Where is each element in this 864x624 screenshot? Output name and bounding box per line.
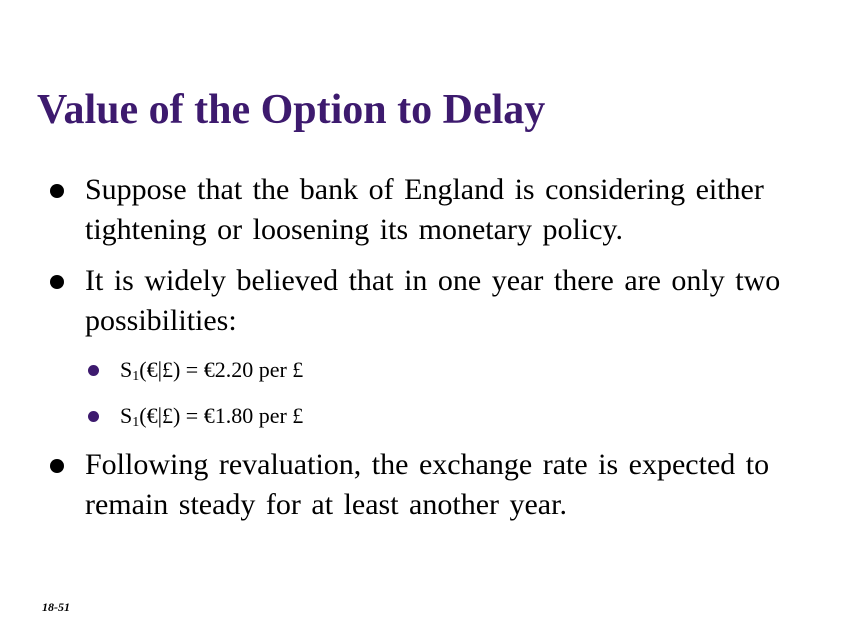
spot-rate-subscript: 1 [132, 369, 140, 384]
spot-rate-value: (€|£) = €1.80 per £ [139, 403, 304, 428]
bullet-text: It is widely believed that in one year there are only two possibilities: [85, 264, 781, 337]
sub-bullet-icon [88, 411, 99, 422]
sub-bullet-text [120, 357, 303, 383]
spot-rate-value: (€|£) = €2.20 per £ [139, 357, 304, 382]
bullet-icon [50, 184, 64, 198]
sub-bullet-icon [88, 365, 99, 376]
bullet-icon [50, 459, 64, 473]
slide-title: Value of the Option to Delay [37, 87, 546, 133]
bullet-text: Following revaluation, the exchange rate is expected to remain steady for at least another year. [85, 448, 770, 521]
sub-bullet-text [120, 403, 303, 429]
bullet-text: Suppose that the bank of England is considering either tightening or loosening its monetary policy. [85, 173, 764, 246]
spot-rate-symbol: S [120, 357, 133, 382]
spot-rate-subscript: 1 [132, 415, 140, 430]
slide-number: 18-51 [42, 600, 70, 614]
bullet-icon [50, 275, 64, 289]
spot-rate-symbol: S [120, 403, 133, 428]
